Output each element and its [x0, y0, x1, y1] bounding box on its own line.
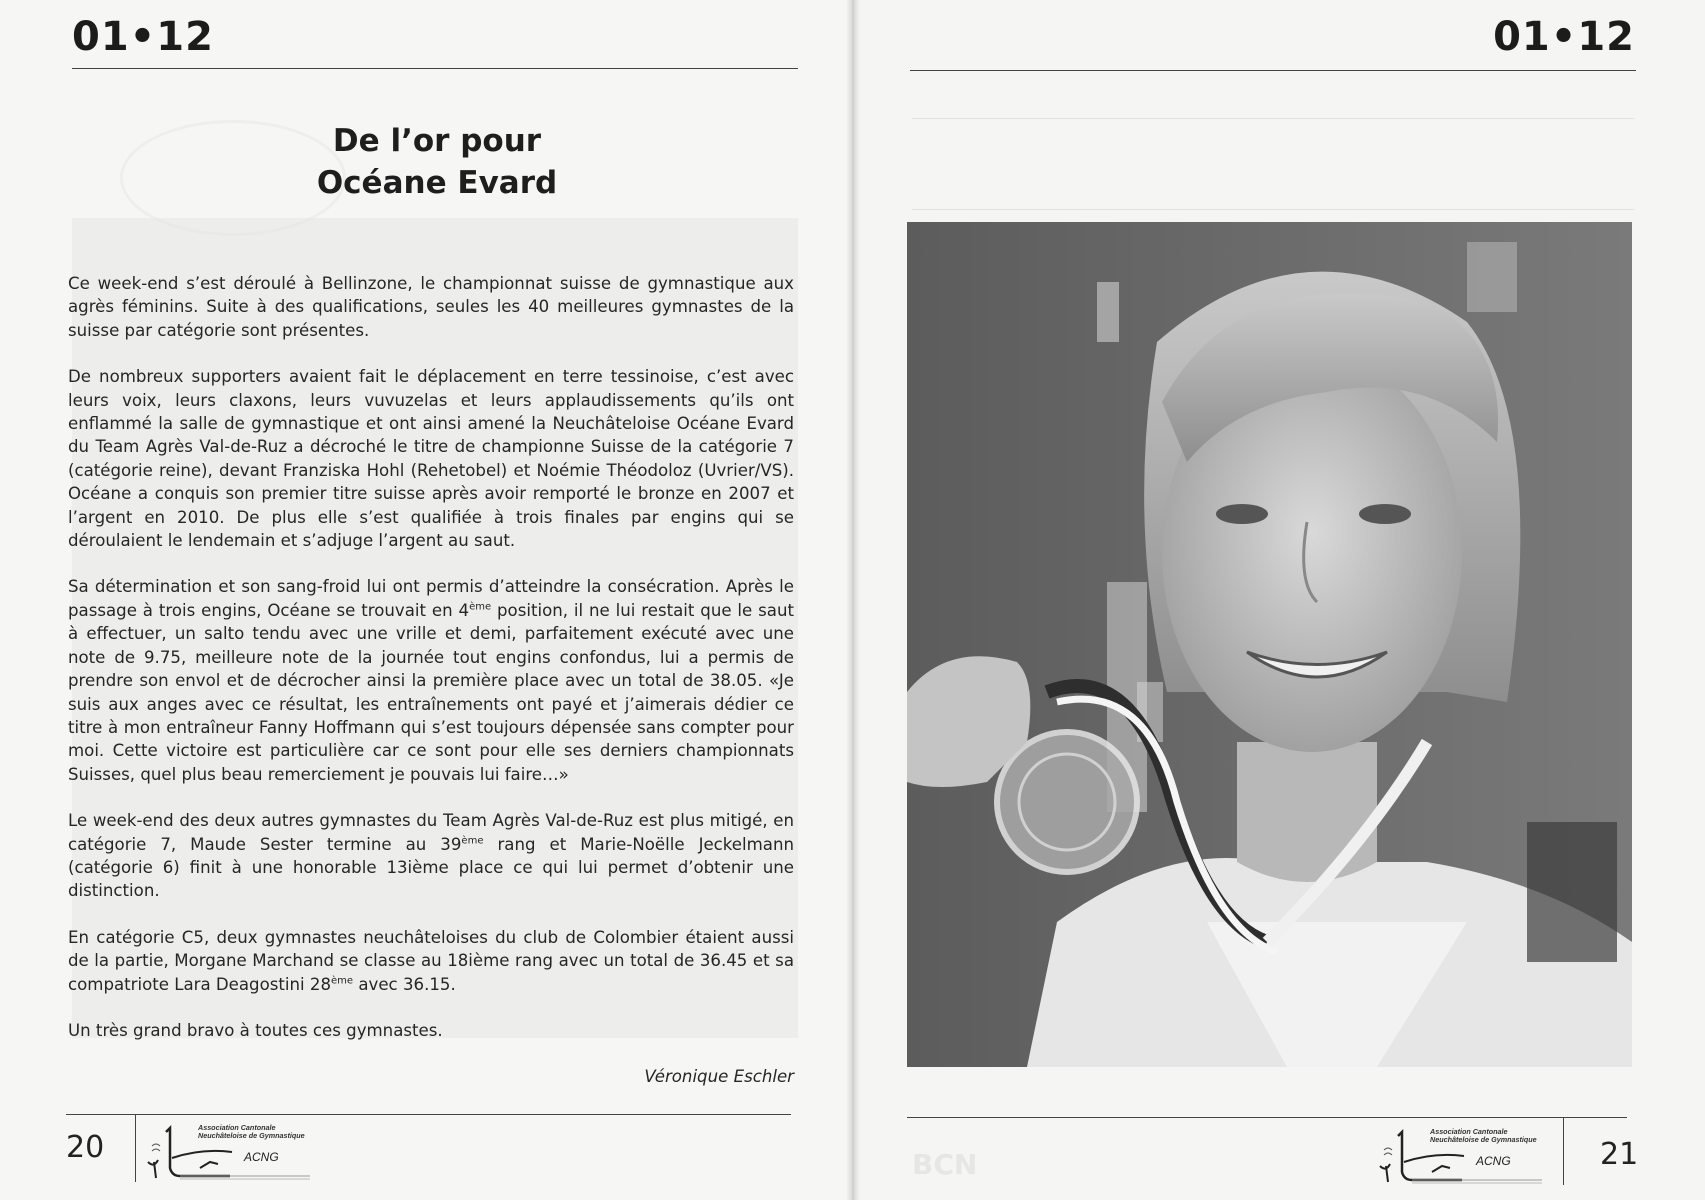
- issue-number: 01•12: [72, 14, 214, 60]
- book-gutter: [846, 0, 860, 1200]
- logo-abbreviation: ACNG: [1476, 1154, 1511, 1168]
- gymnast-photo: [907, 222, 1632, 1067]
- logo-text: Association Cantonale Neuchâteloise de Gymnastique: [198, 1123, 305, 1140]
- bleed-through-text: BCN: [912, 1148, 978, 1181]
- article-title: [272, 120, 602, 204]
- bleed-through-banner: [912, 118, 1634, 210]
- footer-separator: [135, 1114, 136, 1182]
- paragraph: De nombreux supporters avaient fait le déplacement en terre tessinoise, c’est avec leurs voix, leurs claxons, leurs vuvuzelas et leurs applaudissements qu’ils ont enflammé la salle de gymnastique et ont ainsi amené la Neuchâteloise Océane Evard du Team Agrès Val-de-Ruz a décroché le titre de championne Suisse de la catégorie 7 (catégorie reine), devant Franziska Hohl (Rehetobel) et Noémie Théodoloz (Uvrier/VS). Océane a conquis son premier titre suisse après avoir remporté le bronze en 2007 et l’argent en 2010. De plus elle s’est qualifiée à trois finales par engins qui se déroulaient le lendemain et s’adjuge l’argent au saut.: [68, 367, 794, 551]
- paragraph: En catégorie C5, deux gymnastes neuchâteloises du club de Colombier étaient aussi de la partie, Morgane Marchand se classe au 18ième rang avec un total de 36.45 et sa compatriote Lara Deagostini 28ème avec 36.15.: [68, 927, 794, 994]
- acng-logo: [1372, 1122, 1572, 1186]
- footer-rule: [66, 1114, 791, 1115]
- acng-logo: [140, 1118, 340, 1182]
- header-rule: [72, 68, 798, 69]
- page-number: 20: [66, 1130, 105, 1165]
- left-page: [0, 0, 852, 1200]
- article-body: [68, 272, 794, 1112]
- title-line-1: De l’or pour: [332, 123, 542, 159]
- paragraph: Ce week-end s’est déroulé à Bellinzone, le championnat suisse de gymnastique aux agrès féminins. Suite à des qualifications, seules les 40 meilleures gymnastes de la suisse par catégorie sont présentes.: [68, 274, 794, 340]
- paragraph: Sa détermination et son sang-froid lui ont permis d’atteindre la consécration. Après le passage à trois engins, Océane se trouvait en 4ème position, il ne lui restait que le saut à effectuer, un salto tendu avec une vrille et demi, parfaitement exécuté avec une note de 9.75, meilleure note de la journée tout engins confondus, lui a permis de prendre son envol et de décrocher ainsi la première place avec un total de 38.05. «Je suis aux anges avec ce résultat, les entraînements ont payé et j’aimerais dédier ce titre à mon entraîneur Fanny Hoffmann qui s’est toujours dépensée sans compter pour moi. Cette victoire est particulière car ce sont pour elle ses derniers championnats Suisses, quel plus beau remerciement je pouvais lui faire…»: [68, 577, 794, 784]
- issue-number: 01•12: [1493, 14, 1635, 60]
- header-rule: [910, 70, 1636, 71]
- logo-text: Association Cantonale Neuchâteloise de Gymnastique: [1430, 1127, 1537, 1144]
- portrait-with-medal-image: [907, 222, 1632, 1067]
- author-signature: Véronique Eschler: [644, 1067, 794, 1087]
- logo-abbreviation: ACNG: [244, 1150, 279, 1164]
- footer-rule: [907, 1117, 1627, 1118]
- right-page: [852, 0, 1705, 1200]
- closing-line: Un très grand bravo à toutes ces gymnastes.: [68, 1020, 443, 1040]
- paragraph: Le week-end des deux autres gymnastes du Team Agrès Val-de-Ruz est plus mitigé, en catégorie 7, Maude Sester termine au 39ème rang et Marie-Noëlle Jeckelmann (catégorie 6) finit à une honorable 13ième place ce qui lui permet d’obtenir une distinction.: [68, 811, 794, 901]
- page-number: 21: [1600, 1137, 1639, 1172]
- title-line-2: Océane Evard: [316, 165, 558, 201]
